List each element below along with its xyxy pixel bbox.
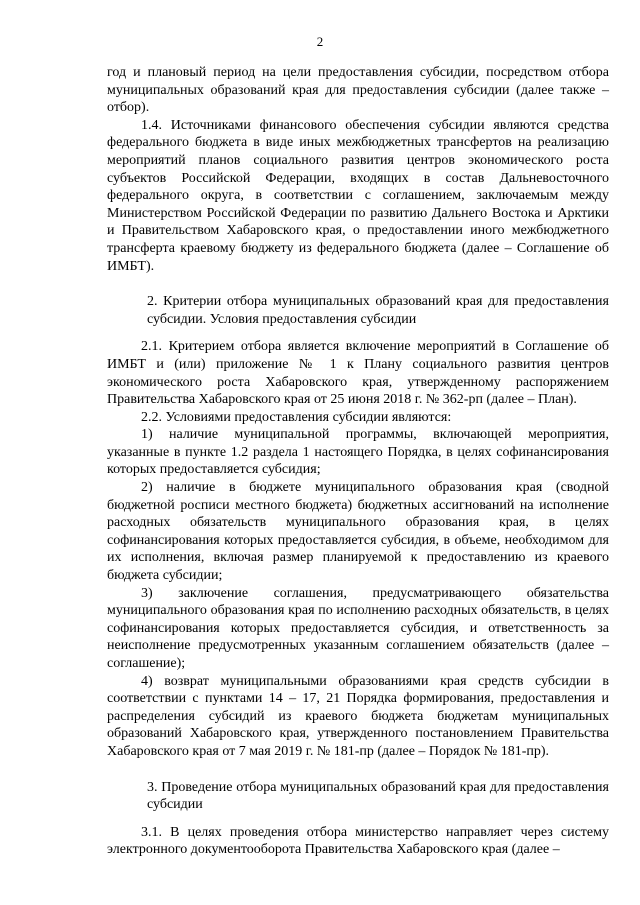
paragraph-continuation: год и плановый период на цели предоставления субсидии, посредством отбора муниципальных образований края для предоставления субсидии (далее также – отбор). (107, 65, 609, 116)
section-2-heading: 2. Критерии отбора муниципальных образований края для предоставления субсидии. Условия предоставления субсидии (147, 294, 609, 327)
paragraph-3-1: 3.1. В целях проведения отбора министерство направляет через систему электронного документооборота Правительства Хабаровского края (далее – (107, 824, 609, 858)
paragraph-2-2: 2.2. Условиями предоставления субсидии являются: (141, 409, 452, 425)
spacer (107, 761, 609, 779)
section-3-heading: 3. Проведение отбора муниципальных образований края для предоставления субсидии (147, 779, 609, 813)
page-number: 2 (316, 34, 324, 49)
spacer (107, 814, 609, 824)
paragraph-2-1: 2.1. Критерием отбора является включение мероприятий в Соглашение об ИМБТ и (или) приложение № 1 к Плану социального развития центров экономического роста Хабаровского края, утвержденному распоряжением Правительства Хабаровского края от 25 июня 2018 г. № 362-рп (далее – План). (107, 339, 609, 408)
document-body (107, 64, 609, 859)
paragraph-1-4: 1.4. Источниками финансового обеспечения субсидии являются средства федерального бюджета в виде иных межбюджетных трансфертов на реализацию мероприятий планов социального развития центров экономического роста субъектов Российской Федерации, входящих в состав Дальневосточного федерального округа, в соответствии с соглашением, заключаемым между Министерством Российской Федерации по развитию Дальнего Востока и Арктики и Правительством Хабаровского края, о предоставлении иного межбюджетного трансферта краевому бюджету из федерального бюджета (далее – Соглашение об ИМБТ). (107, 117, 609, 274)
condition-3: 3) заключение соглашения, предусматривающего обязательства муниципального образования края по исполнению расходных обязательств, в целях софинансирования которых предоставляется субсидия, и ответственность за неисполнение предусмотренных указанным соглашением обязательств (далее – соглашение); (107, 585, 609, 671)
spacer (107, 275, 609, 293)
condition-2: 2) наличие в бюджете муниципального образования края (сводной бюджетной росписи местного бюджета) бюджетных ассигнований на исполнение расходных обязательств муниципального образования края, в целях софинансирования которых предоставляется субсидия, в объеме, необходимом для их исполнения, включая размер планируемой к предоставлению из краевого бюджета субсидии; (107, 480, 609, 584)
condition-1: 1) наличие муниципальной программы, включающей мероприятия, указанные в пункте 1.2 раздела 1 настоящего Порядка, в целях софинансирования которых предоставляется субсидия; (107, 427, 609, 478)
condition-4: 4) возврат муниципальными образованиями края средств субсидии в соответствии с пунктами 14 – 17, 21 Порядка формирования, предоставления и распределения субсидий из краевого бюджета бюджетам муниципальных образований Хабаровского края, утвержденного постановлением Правительства Хабаровского края от 7 мая 2019 г. № 181-пр (далее – Порядок № 181-пр). (107, 673, 609, 759)
spacer (107, 328, 609, 338)
